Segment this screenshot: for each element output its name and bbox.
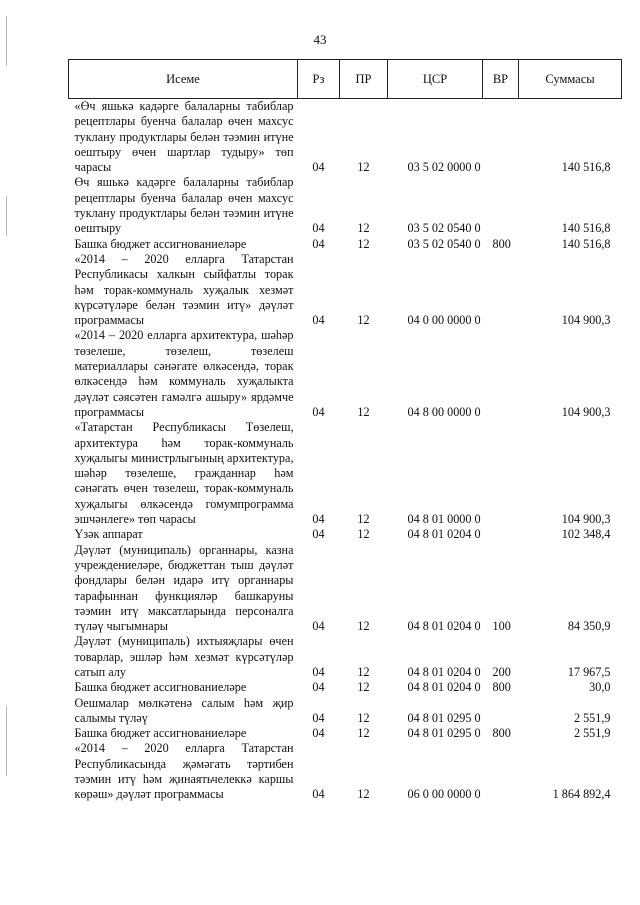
row-vr-cell	[483, 99, 519, 176]
row-rz-cell: 04	[312, 527, 325, 542]
table-row	[69, 696, 622, 727]
column-header-rz: Рз	[298, 60, 340, 99]
row-sum-cell: 30,0	[589, 680, 611, 695]
row-sum-cell: 104 900,3	[561, 512, 611, 527]
row-csr-cell: 03 5 02 0000 0	[407, 160, 481, 175]
column-header-vr: ВР	[483, 60, 519, 99]
row-sum-cell: 1 864 892,4	[552, 787, 611, 802]
row-sum-cell: 2 551,9	[573, 710, 611, 725]
row-pr-cell: 12	[357, 619, 370, 634]
row-rz-cell: 04	[312, 236, 325, 251]
row-vr-cell: 800	[492, 726, 511, 741]
row-vr-cell	[483, 741, 519, 802]
row-name-cell: Дәүләт (муниципаль) ихтыяҗлары өчен товарлар, эшләр һәм хезмәт күрсәтүләр сатып алу	[74, 634, 294, 679]
row-name-cell: Үзәк аппарат	[74, 527, 143, 542]
row-vr-cell: 100	[492, 619, 511, 634]
table-row	[69, 726, 622, 741]
table-row	[69, 237, 622, 252]
row-rz-cell: 04	[312, 787, 325, 802]
row-pr-cell: 12	[357, 221, 370, 236]
row-vr-cell	[483, 175, 519, 236]
row-name-cell: Өч яшькә кадәрге балаларны табиблар рецептлары буенча балалар өчен махсус туклану продуктлары белән тәэмин итүне оештыру	[74, 175, 294, 236]
row-pr-cell: 12	[357, 787, 370, 802]
table-row	[69, 175, 622, 236]
row-csr-cell: 04 8 00 0000 0	[407, 404, 481, 419]
row-rz-cell: 04	[312, 221, 325, 236]
row-rz-cell: 04	[312, 726, 325, 741]
row-rz-cell: 04	[312, 313, 325, 328]
row-name-cell: «2014 – 2020 елларга архитектура, шәһәр төзелеше, төзелеш, төзелеш материаллары сәнәгате өлкәсендә, торак өлкәсендә һәм коммуналь хуҗалыкта дәүләт сәясәтен гамәлгә ашыру» ярдәмче программасы	[74, 328, 294, 419]
row-sum-cell: 140 516,8	[561, 221, 611, 236]
column-header-sum: Суммасы	[519, 60, 622, 99]
column-header-name: Исеме	[69, 60, 298, 99]
table-row	[69, 420, 622, 527]
table-row	[69, 543, 622, 635]
row-name-cell: Башка бюджет ассигнованиеләре	[74, 726, 247, 741]
row-pr-cell: 12	[357, 160, 370, 175]
table-row	[69, 527, 622, 542]
row-sum-cell: 104 900,3	[561, 313, 611, 328]
table-row	[69, 252, 622, 328]
row-pr-cell: 12	[357, 512, 370, 527]
row-sum-cell: 140 516,8	[561, 236, 611, 251]
row-csr-cell: 03 5 02 0540 0	[407, 236, 481, 251]
column-header-pr: ПР	[340, 60, 388, 99]
row-vr-cell	[483, 420, 519, 527]
scan-margin-marks	[6, 6, 10, 896]
row-rz-cell: 04	[312, 160, 325, 175]
row-name-cell: Башка бюджет ассигнованиеләре	[74, 680, 247, 695]
table-header-row	[69, 60, 622, 99]
table-body	[69, 99, 622, 803]
row-sum-cell: 2 551,9	[573, 726, 611, 741]
budget-table	[68, 59, 622, 803]
row-vr-cell	[483, 527, 519, 542]
table-row	[69, 328, 622, 420]
row-vr-cell: 800	[492, 680, 511, 695]
row-pr-cell: 12	[357, 710, 370, 725]
row-rz-cell: 04	[312, 664, 325, 679]
row-csr-cell: 04 8 01 0295 0	[407, 726, 481, 741]
row-name-cell: Оешмалар мөлкәтенә салым һәм җир салымы түләү	[74, 695, 294, 725]
row-csr-cell: 04 8 01 0204 0	[407, 664, 481, 679]
row-pr-cell: 12	[357, 664, 370, 679]
row-name-cell: «Татарстан Республикасы Төзелеш, архитектура һәм торак-коммуналь хуҗалыгы министрлыгының архитектура, шәһәр төзелеше, гражданнар һәм сәнәгать өчен төзелеш, торак-коммуналь хуҗалыгы өлкәсендә гомумпрограмма эшчәнлеге» төп чарасы	[74, 420, 294, 527]
row-name-cell: Башка бюджет ассигнованиеләре	[74, 236, 247, 251]
row-csr-cell: 04 0 00 0000 0	[407, 313, 481, 328]
row-sum-cell: 17 967,5	[567, 664, 611, 679]
row-name-cell: Дәүләт (муниципаль) органнары, казна учреждениеләре, бюджеттан тыш дәүләт фондлары белән идарә итү органнары тарафыннан функцияләр башкаруны тәэмин итү максатларында персоналга түләү чыгымнары	[74, 542, 294, 634]
row-vr-cell	[483, 696, 519, 727]
row-rz-cell: 04	[312, 404, 325, 419]
row-name-cell: «Өч яшькә кадәрге балаларны табиблар рецептлары буенча балалар өчен махсус туклану продуктлары белән тәэмин итүне оештыру өчен шартлар тудыру» төп чарасы	[74, 99, 294, 175]
row-pr-cell: 12	[357, 726, 370, 741]
row-name-cell: «2014 – 2020 елларга Татарстан Республикасы халкын сыйфатлы торак һәм торак-коммуналь хуҗалык хезмәт күрсәтүләре белән тәэмин итү» дәүләт программасы	[74, 251, 294, 328]
row-sum-cell: 104 900,3	[561, 404, 611, 419]
column-header-csr: ЦСР	[388, 60, 483, 99]
row-vr-cell: 800	[492, 236, 511, 251]
row-sum-cell: 84 350,9	[567, 619, 611, 634]
row-rz-cell: 04	[312, 512, 325, 527]
row-rz-cell: 04	[312, 710, 325, 725]
row-csr-cell: 04 8 01 0204 0	[407, 680, 481, 695]
table-row	[69, 634, 622, 680]
row-csr-cell: 04 8 01 0000 0	[407, 512, 481, 527]
row-pr-cell: 12	[357, 313, 370, 328]
row-sum-cell: 140 516,8	[561, 160, 611, 175]
row-pr-cell: 12	[357, 527, 370, 542]
row-csr-cell: 06 0 00 0000 0	[407, 787, 481, 802]
table-row	[69, 680, 622, 695]
table-row	[69, 99, 622, 176]
row-csr-cell: 03 5 02 0540 0	[407, 221, 481, 236]
row-pr-cell: 12	[357, 404, 370, 419]
row-vr-cell	[483, 252, 519, 328]
row-pr-cell: 12	[357, 680, 370, 695]
row-sum-cell: 102 348,4	[561, 527, 611, 542]
row-rz-cell: 04	[312, 619, 325, 634]
row-name-cell: «2014 – 2020 елларга Татарстан Республикасында җәмәгать тәртибен тәэмин итү һәм җинаятьчелеккә каршы көрәш» дәүләт программасы	[74, 741, 294, 802]
row-csr-cell: 04 8 01 0204 0	[407, 527, 481, 542]
row-vr-cell	[483, 328, 519, 420]
row-pr-cell: 12	[357, 236, 370, 251]
page-number: 43	[313, 32, 327, 47]
table-row	[69, 741, 622, 802]
row-csr-cell: 04 8 01 0204 0	[407, 619, 481, 634]
row-rz-cell: 04	[312, 680, 325, 695]
row-csr-cell: 04 8 01 0295 0	[407, 710, 481, 725]
row-vr-cell: 200	[492, 664, 511, 679]
